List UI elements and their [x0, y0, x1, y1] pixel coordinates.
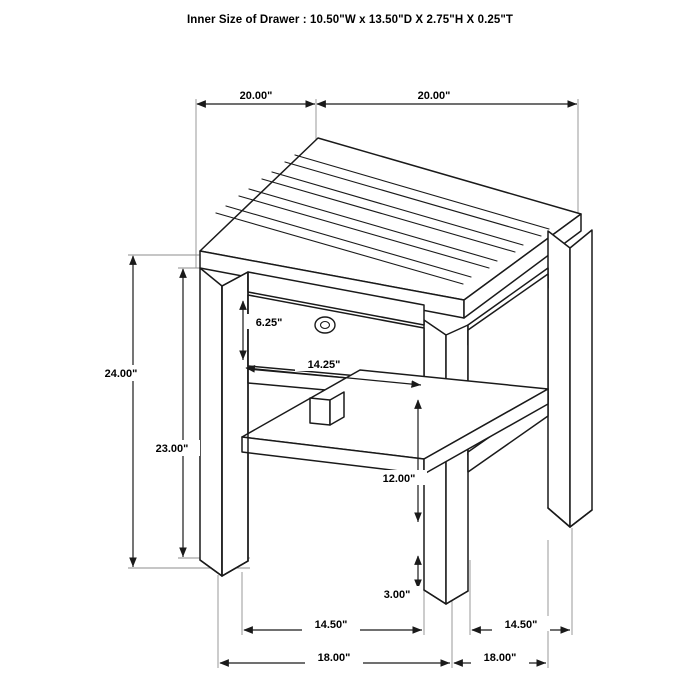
label-top-left-width: 20.00" [239, 90, 273, 102]
table-drawing [200, 138, 592, 604]
label-shelf-clearance: 12.00" [382, 473, 416, 485]
label-inner-left-width: 14.50" [314, 619, 348, 631]
label-floor-clearance: 3.00" [383, 589, 411, 601]
label-drawer-front-height: 6.25" [255, 317, 283, 329]
label-inner-right-width: 14.50" [504, 619, 538, 631]
label-height-overall: 24.00" [104, 368, 138, 380]
page-title: Inner Size of Drawer : 10.50"W x 13.50"D X 2.75"H X 0.25"T [186, 14, 514, 26]
label-top-right-width: 20.00" [417, 90, 451, 102]
label-outer-right-width: 18.00" [483, 652, 517, 664]
label-height-leg: 23.00" [155, 443, 189, 455]
label-outer-left-width: 18.00" [317, 652, 351, 664]
label-drawer-front-width: 14.25" [307, 359, 341, 371]
